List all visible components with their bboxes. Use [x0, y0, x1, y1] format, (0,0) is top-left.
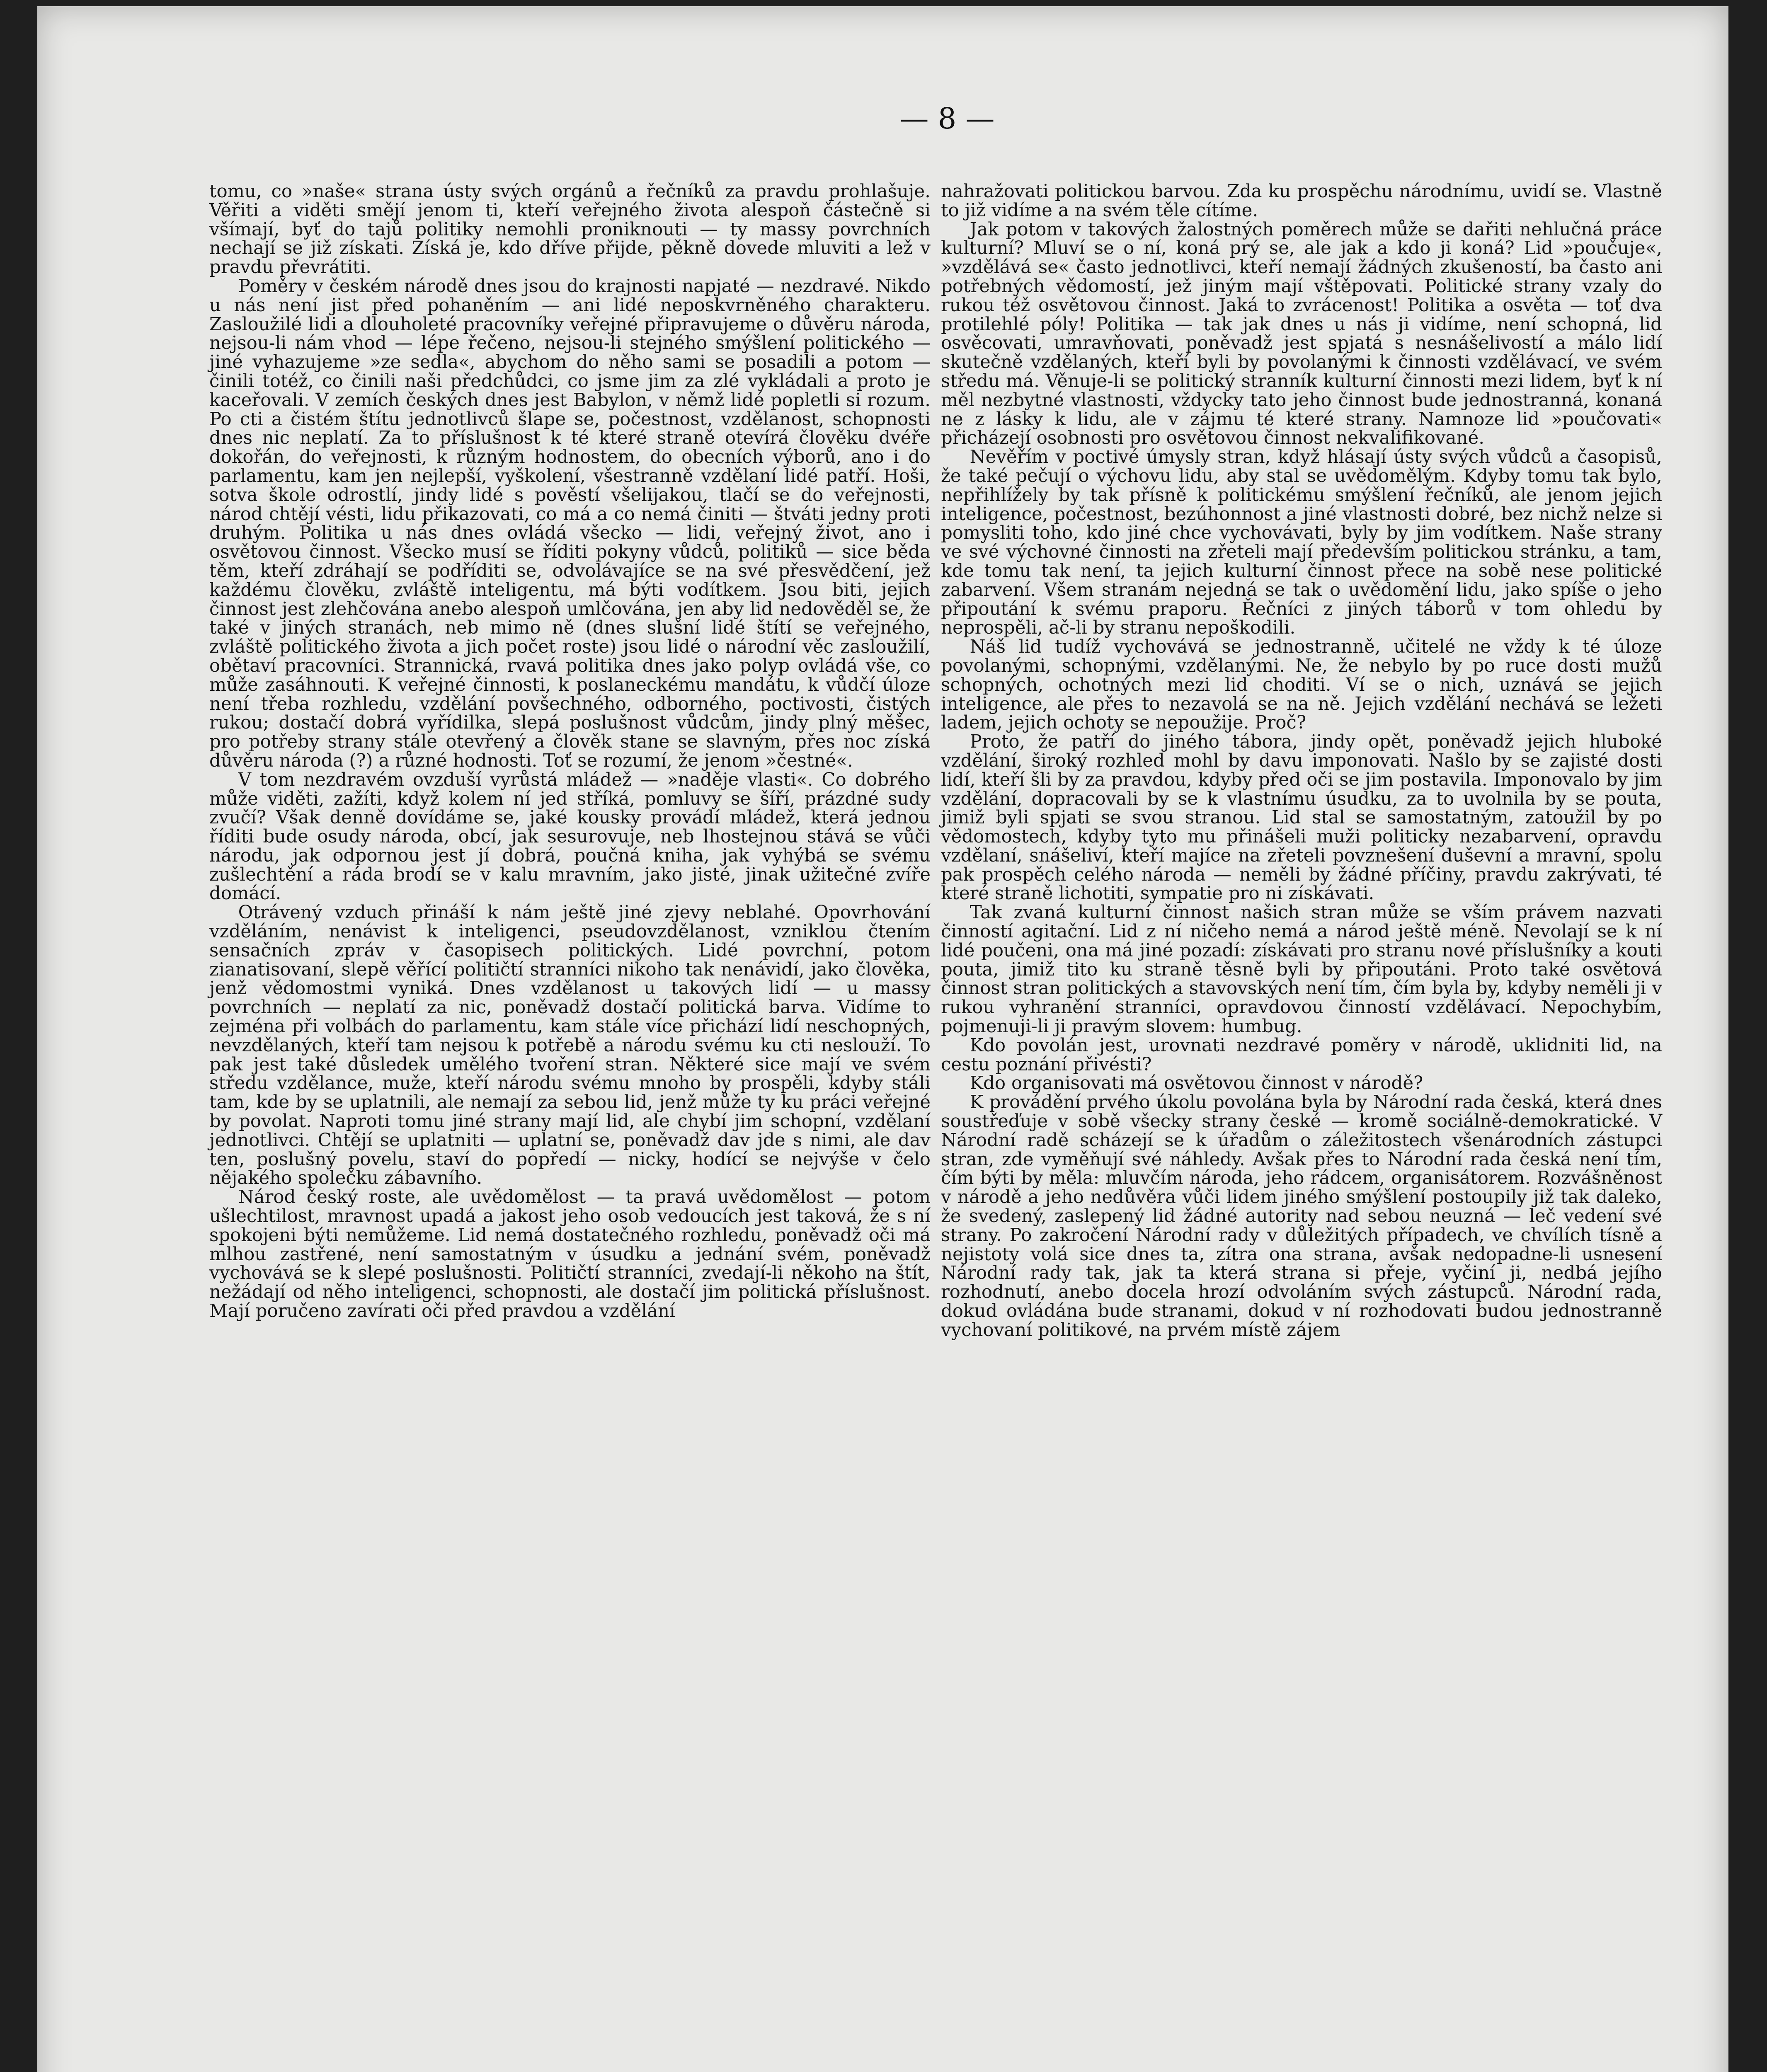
paragraph: Náš lid tudíž vychovává se jednostranně, učitelé ne vždy k té úloze povolanými, schopnými, vzdělanými. Ne, že nebylo by po ruce dosti mužů schopných, ochotných mezi lid choditi. Ví se o nich, uznává se jejich inteligence, ale přes to nezavolá se na ně. Jejich vzdělání nechává se ležeti ladem, jejich ochoty se nepoužije. Proč? [941, 637, 1662, 733]
paragraph: nahražovati politickou barvou. Zda ku prospěchu národnímu, uvidí se. Vlastně to již vidíme a na svém těle cítíme. [941, 181, 1662, 221]
paragraph: Poměry v českém národě dnes jsou do krajnosti napjaté — nezdravé. Nikdo u nás není jist před pohaněním — ani lidé neposkvrněného charakteru. Zasloužilé lidi a dlouholeté pracovníky veřejné připravujeme o důvěru národa, nejsou-li nám vhod — lépe řečeno, nejsou-li stejného smýšlení politického — jiné vyhazujeme »ze sedla«, abychom do něho sami se posadili a potom — činili totéž, co činili naši předchůdci, co jsme jim za zlé vykládali a proto je kaceřovali. V zemích českých dnes jest Babylon, v němž lidé popletli si rozum. Po cti a čistém štítu jednotlivců šlape se, počestnost, vzdělanost, schopnosti dnes nic neplatí. Za to příslušnost k té které straně otevírá člověku dvéře dokořán, do veřejnosti, k různým hodnostem, do obecních výborů, ano i do parlamentu, kam jen nejlepší, vyškolení, všestranně vzdělaní lidé patří. Hoši, sotva škole odrostlí, jindy lidé s pověstí všelijakou, tlačí se do veřejnosti, národ chtějí vésti, lidu přikazovati, co má a co nemá činiti — štváti jedny proti druhým. Politika u nás dnes ovládá všecko — lidi, veřejný život, ano i osvětovou činnost. Všecko musí se říditi pokyny vůdců, politiků — sice běda těm, kteří zdráhají se podříditi se, odvolávajíce se na své přesvědčení, jež každému člověku, zvláště inteligentu, má býti vodítkem. Jsou biti, jejich činnost jest zlehčována anebo alespoň umlčována, jen aby lid nedověděl se, že také v jiných stranách, neb mimo ně (dnes slušní lidé štítí se veřejného, zvláště politického života a jich počet roste) jsou lidé o národní věc zasloužilí, obětaví pracovníci. Strannická, rvavá politika dnes jako polyp ovládá vše, co může zasáhnouti. K veřejné činnosti, k poslaneckému mandátu, k vůdčí úloze není třeba rozhledu, vzdělání povšechného, odborného, poctivosti, čistých rukou; dostačí dobrá vyřídilka, slepá poslušnost vůdcům, jindy plný měšec, pro potřeby strany stále otevřený a člověk stane se slavným, přes noc získá důvěru národa (?) a různé hodnosti. Toť se rozumí, že jenom »čestné«. [209, 276, 931, 771]
paragraph: Kdo povolán jest, urovnati nezdravé poměry v národě, uklidniti lid, na cestu poznání přivésti? [941, 1035, 1662, 1075]
right-text-column [941, 182, 1662, 1340]
paragraph: Národ český roste, ale uvědomělost — ta pravá uvědomělost — potom ušlechtilost, mravnost upadá a jakost jeho osob vedoucích jest taková, že s ní spokojeni býti nemůžeme. Lid nemá dostatečného rozhledu, poněvadž oči má mlhou zastřené, není samostatným v úsudku a jednání svém, poněvadž vychovává se k slepé poslušnosti. Političtí stranníci, zvedají-li někoho na štít, nežádají od něho inteligenci, schopnosti, ale dostačí jim politická příslušnost. Mají poručeno zavírati oči před pravdou a vzdělání [209, 1187, 931, 1322]
newspaper-page [37, 6, 1728, 2072]
paragraph: V tom nezdravém ovzduší vyrůstá mládež — »naděje vlasti«. Co dobrého může viděti, zažíti, když kolem ní jed stříká, pomluvy se šíří, prázdné sudy zvučí? Však denně dovídáme se, jaké kousky provádí mládež, která jednou říditi bude osudy národa, obcí, jak sesurovuje, neb lhostejnou stává se vůči národu, jak odpornou jest jí dobrá, poučná kniha, jak vyhýbá se svému zušlechtění a ráda brodí se v kalu mravním, jako jisté, jinak užitečné zvíře domácí. [209, 769, 931, 904]
paragraph: K provádění prvého úkolu povolána byla by Národní rada česká, která dnes soustřeďuje v sobě všecky strany české — kromě sociálně-demokratické. V Národní radě scházejí se k úřadům o záležitostech všenárodních zástupci stran, zde vyměňují své náhledy. Avšak přes to Národní rada česká není tím, čím býti by měla: mluvčím národa, jeho rádcem, organisátorem. Rozvášněnost v národě a jeho nedůvěra vůči lidem jiného smýšlení postoupily již tak daleko, že svedený, zaslepený lid žádné autority nad sebou neuzná — leč vedení své strany. Po zakročení Národní rady v důležitých případech, ve chvílích tísně a nejistoty volá sice dnes ta, zítra ona strana, avšak nedopadne-li usnesení Národní rady tak, jak ta která strana si přeje, vyčiní ji, nedbá jejího rozhodnutí, anebo docela hrozí odvoláním svých zástupců. Národní rada, dokud ovládána bude stranami, dokud v ní rozhodovati budou jednostranně vychovaní politikové, na prvém místě zájem [941, 1092, 1662, 1341]
paragraph: Jak potom v takových žalostných poměrech může se dařiti nehlučná práce kulturní? Mluví se o ní, koná prý se, ale jak a kdo ji koná? Lid »poučuje«, »vzdělává se« často jednotlivci, kteří nemají žádných zkušeností, ba často ani potřebných vědomostí, jež jiným mají vštěpovati. Politické strany vzaly do rukou též osvětovou činnost. Jaká to zvrácenost! Politika a osvěta — toť dva protilehlé póly! Politika — tak jak dnes u nás ji vidíme, není schopná, lid osvěcovati, umravňovati, poněvadž jest spjatá s nesnášelivostí a málo lidí skutečně vzdělaných, kteří byli by povolanými k činnosti vzdělávací, ve svém středu má. Věnuje-li se politický stranník kulturní činnosti mezi lidem, byť k ní měl nezbytné vlastnosti, vždycky tato jeho činnost bude jednostranná, konaná ne z lásky k lidu, ale v zájmu té které strany. Namnoze lid »poučovati« přicházejí osobnosti pro osvětovou činnost nekvalifikované. [941, 219, 1662, 449]
left-text-column [209, 182, 931, 1321]
paragraph: Proto, že patří do jiného tábora, jindy opět, poněvadž jejich hluboké vzdělání, široký rozhled mohl by davu imponovati. Našlo by se zajisté dosti lidí, kteří šli by za pravdou, kdyby před oči se jim postavila. Imponovalo by jim vzdělání, dopracovali by se k vlastnímu úsudku, za to uvolnila by se pouta, jimiž byli spjati se svou stranou. Lid stal se samostatným, zatoužil by po vědomostech, kdyby tyto mu přinášeli muži politicky nezabarvení, opravdu vzdělaní, snášeliví, kteří majíce na zřeteli povznešení duševní a mravní, spolu pak prospěch celého národa — neměli by žádné příčiny, pravdu zakrývati, té které straně lichotiti, sympatie pro ni získávati. [941, 731, 1662, 904]
paragraph: tomu, co »naše« strana ústy svých orgánů a řečníků za pravdu prohlašuje. Věřiti a viděti smějí jenom ti, kteří veřejného života alespoň částečně si všímají, byť do tajů politiky nemohli proniknouti — ty massy povrchních nechají se již získati. Získá je, kdo dříve přijde, pěkně dovede mluviti a lež v pravdu převrátiti. [209, 181, 931, 278]
page-number: — 8 — [899, 102, 995, 136]
paragraph: Nevěřím v poctivé úmysly stran, když hlásají ústy svých vůdců a časopisů, že také pečují o výchovu lidu, aby stal se uvědomělým. Kdyby tomu tak bylo, nepřihlížely by tak přísně k politickému smýšlení řečníků, ale jenom jejich inteligence, počestnost, bezúhonnost a jiné vlastnosti dobré, bez nichž nelze si pomysliti toho, kdo jiné chce vychovávati, byly by jim vodítkem. Naše strany ve své výchovné činnosti na zřeteli mají především politickou stránku, a tam, kde tomu tak není, ta jejich kulturní činnost přece na sobě nese politické zabarvení. Všem stranám nejedná se tak o uvědomění lidu, jako spíše o jeho připoutání k svému praporu. Řečníci z jiných táborů v tom ohledu by neprospěli, ač-li by stranu nepoškodili. [941, 447, 1662, 639]
paragraph: Otrávený vzduch přináší k nám ještě jiné zjevy neblahé. Opovrhování vzděláním, nenávist k inteligenci, pseudovzdělanost, vzniklou čtením sensačních zpráv v časopisech politických. Lidé povrchní, potom zianatisovaní, slepě věřící političtí stranníci nikoho tak nenávidí, jako člověka, jenž vědomostmi vyniká. Dnes vzdělanost u takových lidí — u massy povrchních — neplatí za nic, poněvadž dostačí politická barva. Vidíme to zejména při volbách do parlamentu, kam stále více přichází lidí neschopných, nevzdělaných, kteří tam nejsou k potřebě a národu svému ku cti neslouží. To pak jest také důsledek umělého tvoření stran. Některé sice mají ve svém středu vzdělance, muže, kteří národu svému mnoho by prospěli, kdyby stáli tam, kde by se uplatnili, ale nemají za sebou lid, jenž může ty ku práci veřejné by povolat. Naproti tomu jiné strany mají lid, ale chybí jim schopní, vzdělaní jednotlivci. Chtějí se uplatniti — uplatní se, poněvadž dav jde s nimi, ale dav ten, poslušný povelu, staví do popředí — nicky, hodící se nejvýše v čelo nějakého společku zábavního. [209, 902, 931, 1189]
paragraph: Tak zvaná kulturní činnost našich stran může se vším právem nazvati činností agitační. Lid z ní ničeho nemá a národ ještě méně. Nevolají se k ní lidé poučeni, ona má jiné pozadí: získávati pro stranu nové příslušníky a kouti pouta, jimiž tito ku straně těsně byli by připoutáni. Proto také osvětová činnost stran politických a stavovských není tím, čím byla by, kdyby neměli ji v rukou vyhranění stranníci, opravdovou činností vzdělávací. Nepochybím, pojmenuji-li ji pravým slovem: humbug. [941, 902, 1662, 1037]
paragraph: Kdo organisovati má osvětovou činnost v národě? [970, 1073, 1423, 1094]
